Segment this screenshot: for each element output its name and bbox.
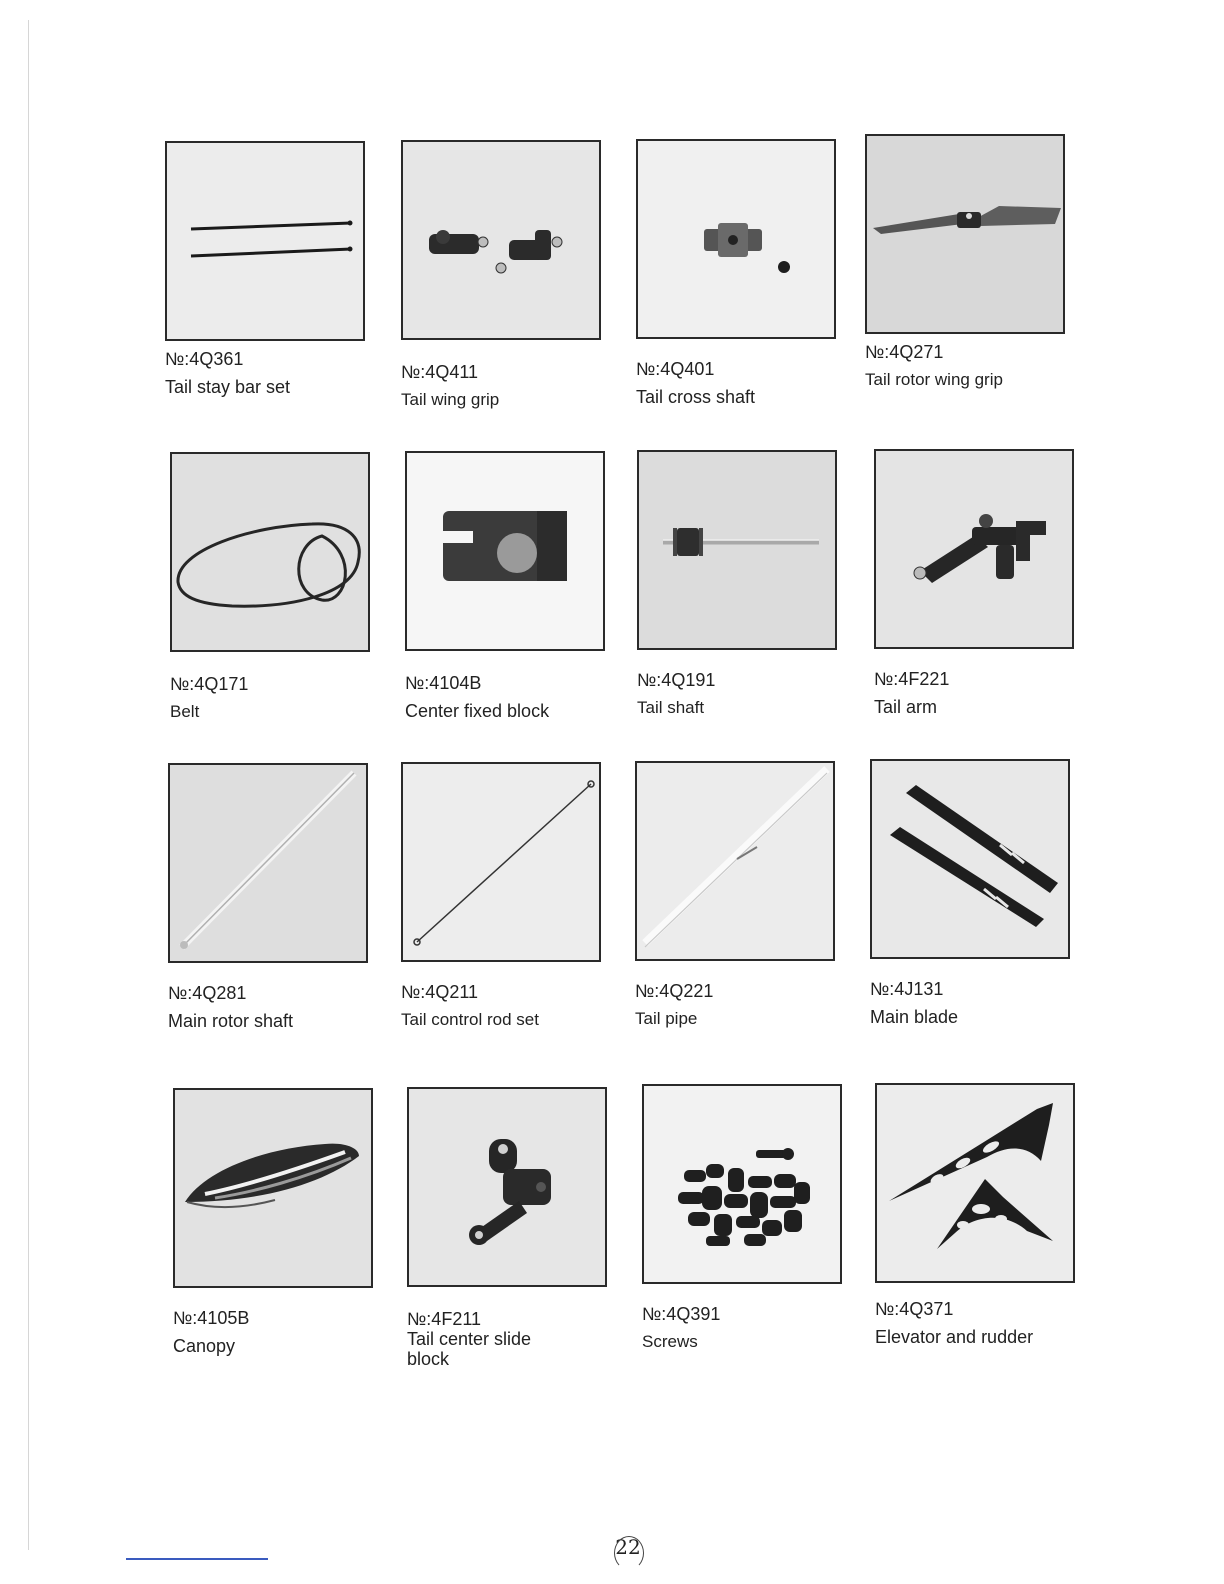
elevator-and-rudder-photo bbox=[875, 1083, 1075, 1283]
center-fixed-block-photo bbox=[405, 451, 605, 651]
tail-cross-shaft-photo bbox=[636, 139, 836, 339]
footer-rule bbox=[126, 1558, 268, 1560]
part-number: №:4F221 bbox=[874, 669, 950, 689]
page-margin-rule bbox=[28, 20, 29, 1550]
part-number: №:4105B bbox=[173, 1308, 250, 1328]
part-card bbox=[407, 1087, 607, 1369]
part-number: №:4Q361 bbox=[165, 349, 244, 369]
part-card bbox=[170, 452, 370, 722]
part-name: Center fixed block bbox=[405, 701, 550, 721]
part-card bbox=[401, 762, 601, 1030]
part-card bbox=[173, 1088, 373, 1356]
main-blade-photo bbox=[870, 759, 1070, 959]
page-number: 22 bbox=[602, 1532, 654, 1562]
part-card bbox=[635, 761, 835, 1029]
tail-arm-photo bbox=[874, 449, 1074, 649]
part-number: №:4F211 bbox=[407, 1309, 482, 1329]
part-name: Screws bbox=[642, 1332, 698, 1351]
part-number: №:4Q221 bbox=[635, 981, 714, 1001]
part-number: №:4Q271 bbox=[865, 342, 944, 362]
part-number: №:4Q391 bbox=[642, 1304, 721, 1324]
part-number: №:4Q211 bbox=[401, 982, 479, 1002]
part-number: №:4Q371 bbox=[875, 1299, 954, 1319]
part-name: Tail arm bbox=[874, 697, 938, 717]
part-card bbox=[405, 451, 605, 721]
part-name: Elevator and rudder bbox=[875, 1327, 1034, 1347]
part-number: №:4104B bbox=[405, 673, 482, 693]
part-name: Tail center slide block bbox=[407, 1329, 532, 1369]
screws-photo bbox=[642, 1084, 842, 1284]
part-name: Canopy bbox=[173, 1336, 236, 1356]
part-card bbox=[637, 450, 837, 718]
tail-rotor-wing-grip-photo bbox=[865, 134, 1065, 334]
part-card bbox=[165, 141, 365, 397]
part-card bbox=[875, 1083, 1075, 1347]
part-card bbox=[642, 1084, 842, 1352]
part-name: Tail shaft bbox=[637, 698, 705, 717]
part-name: Tail control rod set bbox=[401, 1010, 539, 1029]
tail-wing-grip-photo bbox=[401, 140, 601, 340]
part-number: №:4J131 bbox=[870, 979, 944, 999]
part-number: №:4Q401 bbox=[636, 359, 715, 379]
part-name: Tail cross shaft bbox=[636, 387, 756, 407]
tail-center-slide-block-photo bbox=[407, 1087, 607, 1287]
part-number: №:4Q411 bbox=[401, 362, 479, 382]
part-name: Belt bbox=[170, 702, 200, 721]
part-name: Main rotor shaft bbox=[168, 1011, 294, 1031]
part-card bbox=[874, 449, 1074, 717]
tail-control-rod-set-photo bbox=[401, 762, 601, 962]
main-rotor-shaft-photo bbox=[168, 763, 368, 963]
part-number: №:4Q191 bbox=[637, 670, 716, 690]
part-card bbox=[168, 763, 368, 1031]
part-card bbox=[865, 134, 1065, 390]
part-card bbox=[636, 139, 836, 407]
part-number: №:4Q281 bbox=[168, 983, 247, 1003]
part-number: №:4Q171 bbox=[170, 674, 249, 694]
part-name: Main blade bbox=[870, 1007, 959, 1027]
part-name: Tail pipe bbox=[635, 1009, 698, 1028]
tail-shaft-photo bbox=[637, 450, 837, 650]
part-card bbox=[870, 759, 1070, 1027]
part-name: Tail stay bar set bbox=[165, 377, 291, 397]
part-name: Tail wing grip bbox=[401, 390, 500, 409]
tail-pipe-photo bbox=[635, 761, 835, 961]
canopy-photo bbox=[173, 1088, 373, 1288]
part-name: Tail rotor wing grip bbox=[865, 370, 1003, 389]
belt-photo bbox=[170, 452, 370, 652]
part-card bbox=[401, 140, 601, 410]
tail-stay-bar-set-photo bbox=[165, 141, 365, 341]
